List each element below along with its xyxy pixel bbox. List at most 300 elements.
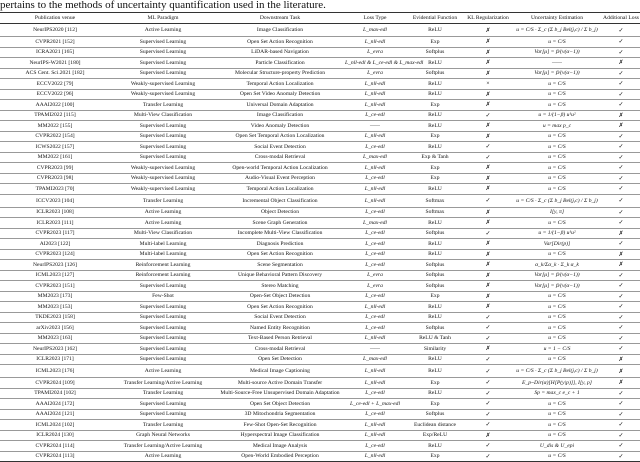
table-row	[0, 302, 640, 313]
loss-type-cell: L_nll-edl	[344, 79, 406, 90]
task-cell: Incomplete Multi-View Classification	[216, 228, 344, 239]
kl-regularization-cell: ✓	[464, 312, 512, 323]
evidential-function-cell: ReLU	[406, 249, 464, 260]
uncertainty-estimation-cell: u = 1/(1−β) u¹u²	[512, 228, 602, 239]
task-cell: Particle Classification	[216, 58, 344, 69]
methods-table	[0, 12, 640, 462]
evidential-function-cell: Exp	[406, 173, 464, 184]
paradigm-cell: Supervised Learning	[110, 354, 216, 365]
loss-type-cell: L_max-edl	[344, 218, 406, 229]
venue-cell: ECCV2022 [79]	[0, 79, 110, 90]
task-cell: Image Classification	[216, 24, 344, 37]
evidential-function-cell: Exp	[406, 37, 464, 48]
task-cell: Cross-modal Retrieval	[216, 152, 344, 163]
paradigm-cell: Transfer Learning	[110, 194, 216, 207]
loss-type-cell: ——	[344, 344, 406, 355]
uncertainty-estimation-cell: u = C/S	[512, 184, 602, 195]
uncertainty-estimation-cell: u = C/S	[512, 218, 602, 229]
kl-regularization-cell: ✓	[464, 354, 512, 365]
evidential-function-cell: Exp/ReLU	[406, 430, 464, 441]
additional-loss-cell: ✗	[602, 110, 640, 121]
evidential-function-cell: Softplus	[406, 228, 464, 239]
additional-loss-cell: ✗	[602, 249, 640, 260]
additional-loss-cell: ✗	[602, 365, 640, 378]
additional-loss-cell: ✓	[602, 79, 640, 90]
header-uncertainty-estimation: Uncertainty Estimation	[512, 13, 602, 24]
venue-cell: CVPR2024 [114]	[0, 441, 110, 452]
uncertainty-estimation-cell: u = C/S	[512, 399, 602, 410]
uncertainty-estimation-cell: Var[Dir(p)]	[512, 239, 602, 250]
uncertainty-estimation-cell: u = C/S	[512, 152, 602, 163]
kl-regularization-cell: ✗	[464, 270, 512, 281]
evidential-function-cell: Softplus	[406, 68, 464, 79]
task-cell: Open-World Embodied Perception	[216, 451, 344, 462]
uncertainty-estimation-cell: u = C/S	[512, 173, 602, 184]
kl-regularization-cell: ✓	[464, 142, 512, 153]
additional-loss-cell: ✓	[602, 302, 640, 313]
additional-loss-cell: ✓	[602, 323, 640, 334]
evidential-function-cell: Exp	[406, 291, 464, 302]
uncertainty-estimation-cell: u = C/S	[512, 89, 602, 100]
uncertainty-estimation-cell: u = C/S	[512, 451, 602, 462]
loss-type-cell: L_nll-edl	[344, 430, 406, 441]
kl-regularization-cell: ✓	[464, 110, 512, 121]
venue-cell: ICLR2023 [108]	[0, 207, 110, 218]
venue-cell: ICML2023 [176]	[0, 365, 110, 378]
venue-cell: MM2023 [173]	[0, 291, 110, 302]
loss-type-cell: L_ce-edl	[344, 323, 406, 334]
task-cell: Temporal Action Localization	[216, 184, 344, 195]
table-row	[0, 68, 640, 79]
uncertainty-estimation-cell: u = C/S	[512, 37, 602, 48]
loss-type-cell: L_ce-edl	[344, 291, 406, 302]
loss-type-cell: L_nll-edl	[344, 333, 406, 344]
kl-regularization-cell: ✓	[464, 365, 512, 378]
kl-regularization-cell: ✗	[464, 207, 512, 218]
table-row	[0, 24, 640, 37]
evidential-function-cell: ReLU	[406, 354, 464, 365]
paradigm-cell: Supervised Learning	[110, 399, 216, 410]
additional-loss-cell: ✓	[602, 152, 640, 163]
table-row	[0, 378, 640, 389]
paradigm-cell: Multi-View Classification	[110, 228, 216, 239]
uncertainty-estimation-cell: u = C/S	[512, 354, 602, 365]
evidential-function-cell: ReLU & Tanh	[406, 333, 464, 344]
evidential-function-cell: Softplus	[406, 409, 464, 420]
table-header-row	[0, 13, 640, 24]
table-row	[0, 260, 640, 271]
venue-cell: TKDE2023 [158]	[0, 312, 110, 323]
venue-cell: MM2022 [155]	[0, 121, 110, 132]
header-venue: Publication venue	[0, 13, 110, 24]
kl-regularization-cell: ✗	[464, 249, 512, 260]
paradigm-cell: Supervised Learning	[110, 312, 216, 323]
table-row	[0, 218, 640, 229]
loss-type-cell: L_ce-edl	[344, 228, 406, 239]
venue-cell: MM2023 [153]	[0, 302, 110, 313]
venue-cell: ECCV2022 [96]	[0, 89, 110, 100]
uncertainty-estimation-cell: u = C/S	[512, 323, 602, 334]
table-row	[0, 184, 640, 195]
venue-cell: CVPR2024 [109]	[0, 378, 110, 389]
evidential-function-cell: Softplus	[406, 281, 464, 292]
evidential-function-cell: ReLU	[406, 184, 464, 195]
additional-loss-cell: ✓	[602, 194, 640, 207]
loss-type-cell: L_nll-edl	[344, 420, 406, 431]
paradigm-cell: Transfer Learning	[110, 388, 216, 399]
evidential-function-cell: ReLU	[406, 388, 464, 399]
header-paradigm: ML Paradigm	[110, 13, 216, 24]
loss-type-cell: L_nll-edl	[344, 378, 406, 389]
additional-loss-cell: ✓	[602, 218, 640, 229]
evidential-function-cell: Exp	[406, 451, 464, 462]
loss-type-cell: L_nll-edl	[344, 365, 406, 378]
evidential-function-cell: Exp & Tanh	[406, 152, 464, 163]
paradigm-cell: Supervised Learning	[110, 344, 216, 355]
paradigm-cell: Transfer Learning/Active Learning	[110, 378, 216, 389]
table-row	[0, 354, 640, 365]
evidential-function-cell: Softplus	[406, 260, 464, 271]
evidential-function-cell: Softplus	[406, 323, 464, 334]
table-row	[0, 163, 640, 174]
paradigm-cell: Supervised Learning	[110, 281, 216, 292]
venue-cell: CVPR2021 [152]	[0, 37, 110, 48]
kl-regularization-cell: ✗	[464, 260, 512, 271]
task-cell: Open Set Video Anomaly Detection	[216, 89, 344, 100]
evidential-function-cell: ReLU	[406, 365, 464, 378]
loss-type-cell: L_ce-edl	[344, 388, 406, 399]
venue-cell: ICML2024 [102]	[0, 420, 110, 431]
task-cell: Medical Image Analysis	[216, 441, 344, 452]
paradigm-cell: Active Learning	[110, 365, 216, 378]
uncertainty-estimation-cell: α_k/Σα_k · Σ_k α_k	[512, 260, 602, 271]
venue-cell: MM2022 [161]	[0, 152, 110, 163]
paradigm-cell: Weakly-supervised Learning	[110, 89, 216, 100]
task-cell: Few-Shot Open-Set Recognition	[216, 420, 344, 431]
evidential-function-cell: ReLU	[406, 58, 464, 69]
uncertainty-estimation-cell: u = C/S	[512, 79, 602, 90]
loss-type-cell: L_evra	[344, 68, 406, 79]
additional-loss-cell: ✗	[602, 121, 640, 132]
task-cell: Scene Segmentation	[216, 260, 344, 271]
kl-regularization-cell: ✗	[464, 173, 512, 184]
uncertainty-estimation-cell: u = C/S · Σ_c (Σ b_j Bel(j,c) / Σ b_j)	[512, 365, 602, 378]
table-row	[0, 89, 640, 100]
uncertainty-estimation-cell: u = C/S	[512, 100, 602, 111]
paradigm-cell: Multi-View Classification	[110, 110, 216, 121]
venue-cell: CVPR2023 [99]	[0, 163, 110, 174]
table-row	[0, 58, 640, 69]
table-row	[0, 194, 640, 207]
paradigm-cell: Supervised Learning	[110, 152, 216, 163]
kl-regularization-cell: ✗	[464, 131, 512, 142]
loss-type-cell: L_ce-edl	[344, 142, 406, 153]
table-row	[0, 270, 640, 281]
task-cell: Molecular Structure-property Prediction	[216, 68, 344, 79]
kl-regularization-cell: ✗	[464, 163, 512, 174]
loss-type-cell: L_ce-edl + L_max-edl	[344, 399, 406, 410]
venue-cell: ACS Cent. Sci.2021 [182]	[0, 68, 110, 79]
uncertainty-estimation-cell: u = C/S	[512, 409, 602, 420]
paradigm-cell: Supervised Learning	[110, 409, 216, 420]
table-row	[0, 100, 640, 111]
header-additional-loss: Additional Loss	[602, 13, 640, 24]
table-row	[0, 152, 640, 163]
additional-loss-cell: ✓	[602, 131, 640, 142]
venue-cell: ICWS2022 [157]	[0, 142, 110, 153]
evidential-function-cell: Softplus	[406, 270, 464, 281]
uncertainty-estimation-cell: u = C/S	[512, 302, 602, 313]
kl-regularization-cell: ✓	[464, 420, 512, 431]
loss-type-cell: L_nll-edl	[344, 194, 406, 207]
evidential-function-cell: ReLU	[406, 218, 464, 229]
paradigm-cell: Supervised Learning	[110, 323, 216, 334]
table-row	[0, 228, 640, 239]
evidential-function-cell: Exp	[406, 131, 464, 142]
table-row	[0, 79, 640, 90]
venue-cell: ICML2023 [127]	[0, 270, 110, 281]
kl-regularization-cell: ✓	[464, 333, 512, 344]
paradigm-cell: Active Learning	[110, 24, 216, 37]
task-cell: Universal Domain Adaptation	[216, 100, 344, 111]
evidential-function-cell: Softplus	[406, 47, 464, 58]
task-cell: Social Event Detection	[216, 142, 344, 153]
table-row	[0, 239, 640, 250]
uncertainty-estimation-cell: u = 1/(1−β) u¹u²	[512, 110, 602, 121]
table-row	[0, 365, 640, 378]
additional-loss-cell: ✓	[602, 89, 640, 100]
evidential-function-cell: ReLU	[406, 441, 464, 452]
loss-type-cell: L_ce-edl	[344, 409, 406, 420]
loss-type-cell: L_nll-edl	[344, 451, 406, 462]
venue-cell: ICRA2021 [165]	[0, 47, 110, 58]
loss-type-cell: L_nll-edl	[344, 184, 406, 195]
venue-cell: CVPR2023 [124]	[0, 249, 110, 260]
loss-type-cell: L_nll-edl	[344, 131, 406, 142]
venue-cell: NeurIPS2023 [162]	[0, 344, 110, 355]
additional-loss-cell: ✗	[602, 228, 640, 239]
task-cell: Named Entity Recognition	[216, 323, 344, 334]
task-cell: 3D Mitochondria Segmentation	[216, 409, 344, 420]
task-cell: Open Set Action Recognition	[216, 302, 344, 313]
table-caption: pertains to the methods of uncertainty quantification used in the literature.	[0, 0, 326, 11]
evidential-function-cell: Euclidean distance	[406, 420, 464, 431]
uncertainty-estimation-cell: I[y, π]	[512, 207, 602, 218]
paradigm-cell: Active Learning	[110, 207, 216, 218]
loss-type-cell: L_nll-edl & L_ce-edl & L_max-edl	[344, 58, 406, 69]
additional-loss-cell: ✓	[602, 184, 640, 195]
evidential-function-cell: ReLU	[406, 239, 464, 250]
task-cell: Open-Set Object Detection	[216, 291, 344, 302]
uncertainty-estimation-cell: u = C/S	[512, 333, 602, 344]
header-evidential-function: Evidential Function	[406, 13, 464, 24]
additional-loss-cell: ✓	[602, 270, 640, 281]
kl-regularization-cell: ✓	[464, 323, 512, 334]
uncertainty-estimation-cell: u = C/S	[512, 430, 602, 441]
uncertainty-estimation-cell: u = C/S	[512, 420, 602, 431]
uncertainty-estimation-cell: u = C/S	[512, 249, 602, 260]
kl-regularization-cell: ✗	[464, 430, 512, 441]
task-cell: Text-Based Person Retrieval	[216, 333, 344, 344]
venue-cell: arXiv2023 [156]	[0, 323, 110, 334]
kl-regularization-cell: ✗	[464, 100, 512, 111]
additional-loss-cell: ✓	[602, 388, 640, 399]
venue-cell: NeurIPS-W2021 [180]	[0, 58, 110, 69]
kl-regularization-cell: ✗	[464, 24, 512, 37]
venue-cell: ICLR2024 [130]	[0, 430, 110, 441]
kl-regularization-cell: ✓	[464, 378, 512, 389]
task-cell: Open Set Action Recognition	[216, 37, 344, 48]
paradigm-cell: Transfer Learning/Active Learning	[110, 441, 216, 452]
task-cell: Video Anomaly Detection	[216, 121, 344, 132]
kl-regularization-cell: ✗	[464, 218, 512, 229]
venue-cell: TPAMI2022 [115]	[0, 110, 110, 121]
additional-loss-cell: ✓	[602, 207, 640, 218]
venue-cell: CVPR2023 [151]	[0, 281, 110, 292]
paradigm-cell: Weakly-supervised Learning	[110, 173, 216, 184]
uncertainty-estimation-cell: U_dis & U_epi	[512, 441, 602, 452]
loss-type-cell: L_evra	[344, 47, 406, 58]
kl-regularization-cell: ✗	[464, 37, 512, 48]
table-row	[0, 430, 640, 441]
table-row	[0, 441, 640, 452]
uncertainty-estimation-cell: u = C/S	[512, 131, 602, 142]
table-row	[0, 142, 640, 153]
kl-regularization-cell: ✗	[464, 291, 512, 302]
additional-loss-cell: ✓	[602, 173, 640, 184]
venue-cell: AAAI2024 [172]	[0, 399, 110, 410]
kl-regularization-cell: ✓	[464, 451, 512, 462]
paradigm-cell: Multi-label Learning	[110, 249, 216, 260]
uncertainty-estimation-cell: Var[μ] = β/(v(α−1))	[512, 68, 602, 79]
additional-loss-cell: ✓	[602, 163, 640, 174]
paradigm-cell: Multi-label Learning	[110, 239, 216, 250]
task-cell: Cross-modal Retrieval	[216, 344, 344, 355]
table-row	[0, 399, 640, 410]
venue-cell: TPAMI2023 [70]	[0, 184, 110, 195]
task-cell: Open Set Object Detection	[216, 399, 344, 410]
venue-cell: NeurIPS2023 [126]	[0, 260, 110, 271]
kl-regularization-cell: ✗	[464, 239, 512, 250]
table-row	[0, 451, 640, 462]
uncertainty-estimation-cell: u = C/S	[512, 142, 602, 153]
venue-cell: CVPR2023 [117]	[0, 228, 110, 239]
loss-type-cell: L_nll-edl	[344, 89, 406, 100]
paradigm-cell: Supervised Learning	[110, 302, 216, 313]
evidential-function-cell: ReLU	[406, 302, 464, 313]
task-cell: Diagnosis Prediction	[216, 239, 344, 250]
kl-regularization-cell: ✗	[464, 302, 512, 313]
paradigm-cell: Supervised Learning	[110, 37, 216, 48]
kl-regularization-cell: ×	[464, 79, 512, 90]
loss-type-cell: L_ce-edl	[344, 312, 406, 323]
paradigm-cell: Supervised Learning	[110, 47, 216, 58]
uncertainty-estimation-cell: u = C/S	[512, 163, 602, 174]
loss-type-cell: L_evra	[344, 281, 406, 292]
table-row	[0, 344, 640, 355]
loss-type-cell: L_ce-edl	[344, 110, 406, 121]
venue-cell: MM2023 [163]	[0, 333, 110, 344]
table-row	[0, 121, 640, 132]
kl-regularization-cell: ✗	[464, 281, 512, 292]
uncertainty-estimation-cell: Var[μ] = β/(v(α−1))	[512, 47, 602, 58]
task-cell: Scene Graph Generation	[216, 218, 344, 229]
task-cell: Image Classification	[216, 110, 344, 121]
evidential-function-cell: ReLU	[406, 24, 464, 37]
venue-cell: ICLR2023 [171]	[0, 354, 110, 365]
uncertainty-estimation-cell: u = C/S · Σ_c (Σ b_j Bel(j,c) / Σ b_j)	[512, 194, 602, 207]
table-row	[0, 207, 640, 218]
additional-loss-cell: ✗	[602, 260, 640, 271]
table-row	[0, 409, 640, 420]
evidential-function-cell: Exp	[406, 163, 464, 174]
paradigm-cell: Reinforcement Learning	[110, 270, 216, 281]
table-row	[0, 131, 640, 142]
kl-regularization-cell: ✓	[464, 194, 512, 207]
table-row	[0, 323, 640, 334]
paradigm-cell: Supervised Learning	[110, 121, 216, 132]
additional-loss-cell: ✓	[602, 312, 640, 323]
uncertainty-estimation-cell: u = C/S	[512, 312, 602, 323]
kl-regularization-cell: ✓	[464, 228, 512, 239]
loss-type-cell: L_ce-edl	[344, 441, 406, 452]
venue-cell: NeurIPS2020 [112]	[0, 24, 110, 37]
venue-cell: ICCV2023 [104]	[0, 194, 110, 207]
paradigm-cell: Supervised Learning	[110, 68, 216, 79]
kl-regularization-cell: ✗	[464, 58, 512, 69]
venue-cell: AI2023 [122]	[0, 239, 110, 250]
uncertainty-estimation-cell: E_p~Dir(α)[H[P(y|p)]], I[y, p]	[512, 378, 602, 389]
kl-regularization-cell: ✓	[464, 441, 512, 452]
paradigm-cell: Active Learning	[110, 218, 216, 229]
additional-loss-cell: ✗	[602, 354, 640, 365]
venue-cell: CVPR2024 [113]	[0, 451, 110, 462]
loss-type-cell: L_ce-edl	[344, 249, 406, 260]
table-row	[0, 312, 640, 323]
task-cell: Open Set Action Recognition	[216, 249, 344, 260]
uncertainty-estimation-cell: ——	[512, 58, 602, 69]
task-cell: Incremental Object Classification	[216, 194, 344, 207]
table-row	[0, 420, 640, 431]
task-cell: Hyperspectral Image Classification	[216, 430, 344, 441]
additional-loss-cell: ✓	[602, 100, 640, 111]
paradigm-cell: Supervised Learning	[110, 58, 216, 69]
paradigm-cell: Few-Shot	[110, 291, 216, 302]
loss-type-cell: L_nll-edl	[344, 163, 406, 174]
kl-regularization-cell: ✗	[464, 184, 512, 195]
paradigm-cell: Active Learning	[110, 451, 216, 462]
kl-regularization-cell: ✓	[464, 399, 512, 410]
venue-cell: AAAI2022 [100]	[0, 100, 110, 111]
uncertainty-estimation-cell: Sp = max_c e_c + 1	[512, 388, 602, 399]
additional-loss-cell: ✓	[602, 430, 640, 441]
additional-loss-cell: ✗	[602, 58, 640, 69]
evidential-function-cell: Exp	[406, 378, 464, 389]
task-cell: Temporal Action Localization	[216, 79, 344, 90]
task-cell: Stereo Matching	[216, 281, 344, 292]
additional-loss-cell: ✓	[602, 142, 640, 153]
task-cell: Medical Image Captioning	[216, 365, 344, 378]
evidential-function-cell: Similarity	[406, 344, 464, 355]
task-cell: Open Set Detection	[216, 354, 344, 365]
uncertainty-estimation-cell: u = max p_c	[512, 121, 602, 132]
additional-loss-cell: ✓	[602, 451, 640, 462]
table-row	[0, 249, 640, 260]
task-cell: LiDAR-based Navigation	[216, 47, 344, 58]
loss-type-cell: L_nll-edl	[344, 37, 406, 48]
paradigm-cell: Transfer Learning	[110, 420, 216, 431]
header-task: Downstream Task	[216, 13, 344, 24]
